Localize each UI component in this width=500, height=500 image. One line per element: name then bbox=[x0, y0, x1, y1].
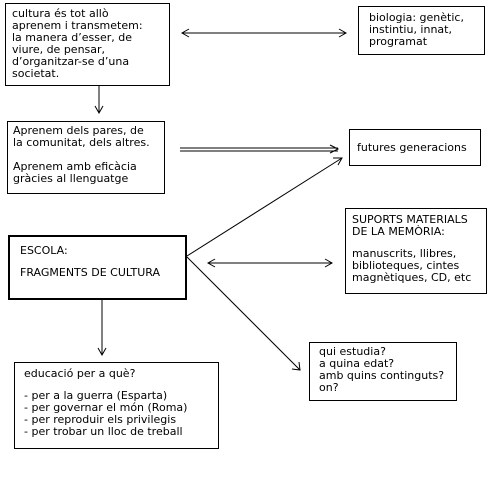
suports-line-1: manuscrits, llibres, bbox=[352, 247, 457, 260]
educacio-line-1: - per a la guerra (Esparta) bbox=[24, 389, 168, 402]
arrow-escola-qui bbox=[187, 257, 300, 370]
biologia-line-3: programat bbox=[369, 35, 428, 48]
suports-line-2: biblioteques, cintes bbox=[352, 259, 460, 272]
aprenem-line-1: Aprenem dels pares, de bbox=[13, 124, 144, 137]
educacio-line-2: - per governar el món (Roma) bbox=[24, 401, 188, 414]
box-qui bbox=[309, 342, 457, 401]
cultura-line-1: cultura és tot allò bbox=[12, 7, 109, 20]
aprenem-line-4: gràcies al llenguatge bbox=[13, 172, 129, 185]
qui-line-4: on? bbox=[319, 381, 339, 394]
biologia-line-1: biologia: genètic, bbox=[369, 11, 464, 24]
box-educacio bbox=[14, 362, 219, 449]
suports-title-1: SUPORTS MATERIALS bbox=[352, 213, 468, 226]
escola-subtitle: FRAGMENTS DE CULTURA bbox=[20, 266, 161, 279]
cultura-line-3: la manera d’esser, de bbox=[12, 31, 132, 44]
box-suports bbox=[345, 208, 487, 294]
box-aprenem bbox=[7, 121, 165, 194]
educacio-line-3: - per reproduir els privilegis bbox=[24, 413, 177, 426]
box-escola bbox=[8, 235, 187, 300]
qui-line-2: a quina edat? bbox=[319, 357, 395, 370]
cultura-line-6: societat. bbox=[12, 67, 60, 80]
suports-line-3: magnètiques, CD, etc bbox=[352, 271, 472, 284]
qui-line-1: qui estudia? bbox=[319, 345, 386, 358]
cultura-line-4: viure, de pensar, bbox=[12, 43, 106, 56]
box-futures bbox=[349, 129, 481, 166]
educacio-line-4: - per trobar un lloc de treball bbox=[24, 425, 183, 438]
suports-title-2: DE LA MEMÒRIA: bbox=[352, 225, 445, 238]
educacio-title: educació per a què? bbox=[24, 367, 136, 380]
qui-line-3: amb quins continguts? bbox=[319, 369, 445, 382]
aprenem-line-3: Aprenem amb eficàcia bbox=[13, 160, 137, 173]
arrow-escola-futures bbox=[187, 158, 342, 256]
escola-title: ESCOLA: bbox=[20, 244, 68, 257]
cultura-line-2: aprenem i transmetem: bbox=[12, 19, 143, 32]
box-cultura bbox=[5, 3, 170, 86]
cultura-line-5: d’organitzar-se d’una bbox=[12, 55, 130, 68]
biologia-line-2: instintiu, innat, bbox=[369, 23, 452, 36]
aprenem-line-2: la comunitat, dels altres. bbox=[13, 136, 150, 149]
box-biologia bbox=[358, 6, 485, 55]
futures-label: futures generacions bbox=[357, 141, 467, 154]
